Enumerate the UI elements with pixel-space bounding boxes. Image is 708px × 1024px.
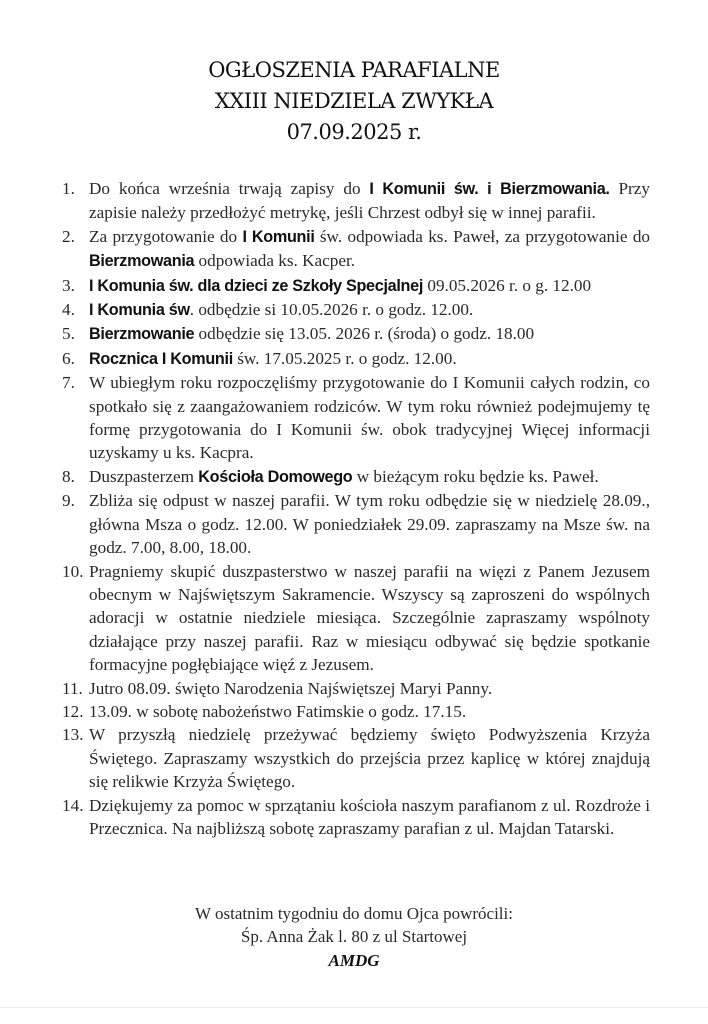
- body-text: św. odpowiada ks. Paweł, za przygotowanie do: [314, 226, 651, 246]
- body-text: Pragniemy skupić duszpasterstwo w naszej parafii na więzi z Panem Jezusem obecnym w Najświętszym Sakramencie. Wszyscy są zaproszeni do wspólnych adoracji w ostatnie niedziele miesiąca. Szczególnie zapraszamy wspólnoty działające przy naszej parafii. Raz w miesiącu odbywać się będzie spotkanie formacyjne pogłębiające więź z Jezusem.: [89, 561, 650, 675]
- item-text: [89, 700, 650, 723]
- item-number: 10.: [62, 561, 84, 581]
- obituary-intro: W ostatnim tygodniu do domu Ojca powrócili:: [195, 904, 513, 923]
- emphasis-text: I Komunia św. dla dzieci ze Szkoły Specjalnej: [89, 276, 424, 295]
- body-text: 13.09. w sobotę nabożeństwo Fatimskie o godz. 17.15.: [89, 701, 467, 721]
- item-number: 5.: [62, 324, 75, 344]
- item-number: 8.: [62, 466, 75, 486]
- obituary-entry: Śp. Anna Żak l. 80 z ul Startowej: [240, 927, 468, 947]
- body-text: Dziękujemy za pomoc w sprzątaniu kościoła naszym parafianom z ul. Rozdroże i Przecznica. Na najbliższą sobotę zapraszamy parafian z ul. Majdan Tatarski.: [89, 795, 650, 838]
- item-number: 11.: [62, 678, 83, 698]
- body-text: W ubiegłym roku rozpoczęliśmy przygotowanie do I Komunii całych rodzin, co spotkało się z zaangażowaniem rodziców. W tym roku również podejmujemy tę formę przygotowania do I Komunii św. obok tradycyjnej Więcej informacji uzyskamy u ks. Kacpra.: [89, 373, 650, 463]
- announcements-list: [62, 177, 650, 840]
- announcement-item: [62, 347, 650, 371]
- page-title: [0, 55, 708, 148]
- item-number: 4.: [62, 300, 75, 320]
- body-text: 09.05.2026 r. o g. 12.00: [423, 275, 592, 295]
- announcement-item: [62, 465, 650, 489]
- item-text: [89, 794, 650, 841]
- announcement-item: [62, 560, 650, 677]
- emphasis-text: Kościoła Domowego: [198, 467, 353, 486]
- item-number: 13.: [62, 725, 84, 745]
- body-text: Zbliża się odpust w naszej parafii. W tym roku odbędzie się w niedzielę 28.09., główna Msza o godz. 12.00. W poniedziałek 29.09. zapraszamy na Msze św. na godz. 7.00, 8.00, 18.00.: [89, 491, 650, 558]
- body-text: Do końca września trwają zapisy do: [89, 179, 370, 198]
- item-number: 14.: [62, 795, 84, 815]
- item-number: 6.: [62, 348, 75, 368]
- item-text: [89, 347, 650, 371]
- item-text: [89, 298, 650, 322]
- emphasis-text: I Komunii św. i Bierzmowania.: [369, 180, 610, 198]
- item-text: [89, 465, 650, 489]
- emphasis-text: Bierzmowanie: [89, 325, 195, 344]
- body-text: św. 17.05.2025 r. o godz. 12.00.: [232, 348, 457, 368]
- announcement-item: [62, 298, 650, 322]
- body-text: w bieżącym roku będzie ks. Paweł.: [352, 466, 599, 486]
- page-bottom-edge: [0, 1007, 708, 1008]
- signature: AMDG: [328, 950, 380, 970]
- item-text: [89, 322, 650, 346]
- announcement-item: [62, 794, 650, 841]
- item-text: [89, 489, 650, 559]
- item-number: 9.: [62, 491, 75, 511]
- announcement-item: [62, 177, 650, 225]
- item-text: [89, 723, 650, 793]
- announcement-item: [62, 700, 650, 723]
- item-number: 12.: [62, 701, 84, 721]
- body-text: odbędzie się 13.05. 2026 r. (środa) o godz. 18.00: [194, 324, 535, 344]
- body-text: Duszpasterzem: [89, 466, 199, 486]
- item-text: [89, 225, 650, 274]
- emphasis-text: Rocznica I Komunii: [89, 349, 233, 368]
- announcement-item: [62, 723, 650, 793]
- body-text: Za przygotowanie do: [89, 226, 243, 246]
- body-text: . odbędzie si 10.05.2026 r. o godz. 12.00.: [189, 300, 474, 320]
- emphasis-text: I Komunia św: [89, 301, 190, 320]
- item-number: 2.: [62, 226, 75, 246]
- emphasis-text: Bierzmowania: [89, 252, 195, 271]
- title-line-2: XXIII NIEDZIELA ZWYKŁA: [214, 89, 494, 113]
- title-line-1: OGŁOSZENIA PARAFIALNE: [208, 58, 500, 82]
- body-text: Jutro 08.09. święto Narodzenia Najświętszej Maryi Panny.: [89, 678, 493, 698]
- title-date: 07.09.2025 r.: [286, 120, 422, 144]
- body-text: Przy zapisie należy przedłożyć metrykę, jeśli Chrzest odbył się w innej parafii.: [89, 179, 650, 223]
- announcement-item: [62, 322, 650, 346]
- item-number: 3.: [62, 275, 75, 295]
- announcement-item: [62, 489, 650, 559]
- item-text: [89, 677, 650, 700]
- announcement-item: [62, 274, 650, 298]
- announcement-item: [62, 677, 650, 700]
- item-text: [89, 371, 650, 465]
- body-text: W przyszłą niedzielę przeżywać będziemy święto Podwyższenia Krzyża Świętego. Zapraszamy wszystkich do przejścia przez kaplicę w której znajdują się relikwie Krzyża Świętego.: [89, 725, 650, 792]
- emphasis-text: I Komunii: [242, 227, 315, 246]
- body-text: odpowiada ks. Kacper.: [194, 251, 356, 271]
- item-text: [89, 274, 650, 298]
- obituary-section: [0, 902, 708, 972]
- item-number: 7.: [62, 373, 75, 393]
- announcement-item: [62, 225, 650, 274]
- item-text: [89, 177, 650, 225]
- announcement-item: [62, 371, 650, 465]
- item-number: 1.: [62, 179, 75, 198]
- item-text: [89, 560, 650, 677]
